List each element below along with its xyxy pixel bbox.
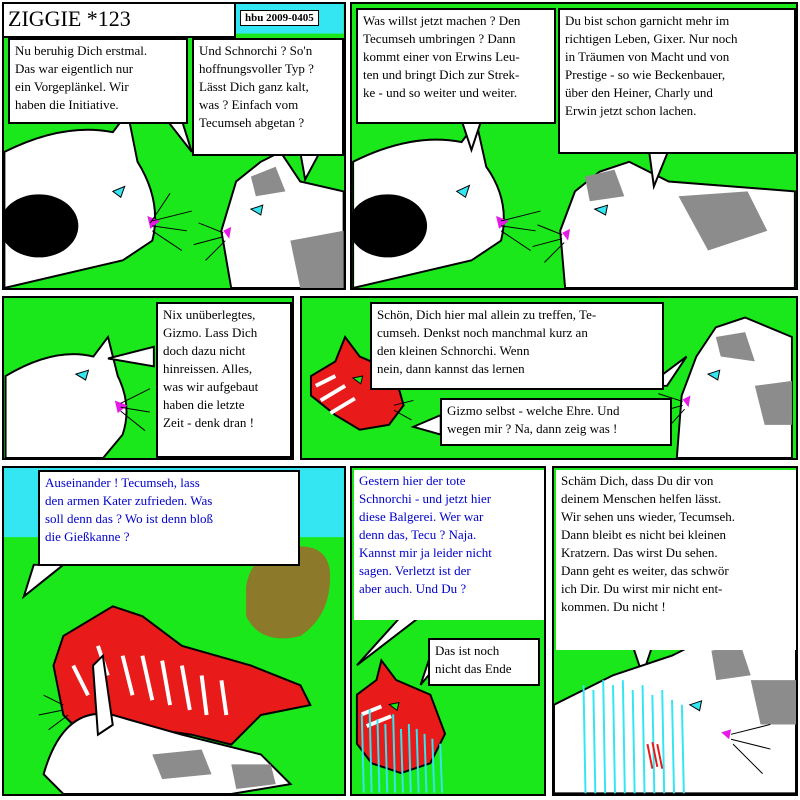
speech-bubble: Gestern hier der tote Schnorchi - und jetzt hier diese Balgerei. Wer war denn das, Tecu ? Naja. Kannst mir ja leider nicht sagen. Verletzt ist der aber auch. Und Du ? <box>354 470 546 620</box>
speech-bubble: Schäm Dich, dass Du dir von deinem Menschen helfen lässt. Wir sehen uns wieder, Tecumseh. Dann bleibt es nicht bei kleinen Kratzern. Das wirst Du sehen. Dann geht es weiter, das schwör ich Dir. Du wirst mir nicht ent- kommen. Du nicht ! <box>556 470 796 650</box>
speech-bubble: Das ist noch nicht das Ende <box>428 638 540 686</box>
speech-bubble: Und Schnorchi ? So'n hoffnungsvoller Typ ? Lässt Dich ganz kalt, was ? Einfach vom Tecumseh abgetan ? <box>192 38 344 156</box>
speech-bubble: Auseinander ! Tecumseh, lass den armen Kater zufrieden. Was soll denn das ? Wo ist denn bloß die Gießkanne ? <box>38 470 300 566</box>
comic-title: ZIGGIE *123 <box>8 6 131 31</box>
panel-1 <box>2 2 346 290</box>
panel-7 <box>552 466 798 796</box>
comic-credit: hbu 2009-0405 <box>240 10 319 26</box>
panel-4 <box>300 296 798 460</box>
speech-bubble: Was willst jetzt machen ? Den Tecumseh umbringen ? Dann kommt einer von Erwins Leu- ten und bringt Dich zur Strek- ke - und so weiter und weiter. <box>356 8 556 124</box>
speech-bubble: Nix unüberlegtes, Gizmo. Lass Dich doch dazu nicht hinreissen. Alles, was wir aufgebaut haben die letzte Zeit - denk dran ! <box>156 302 292 458</box>
speech-bubble: Gizmo selbst - welche Ehre. Und wegen mir ? Na, dann zeig was ! <box>440 398 672 446</box>
speech-bubble: Du bist schon garnicht mehr im richtigen Leben, Gixer. Nur noch in Träumen von Macht und von Prestige - so wie Beckenbauer, über den Heiner, Charly und Erwin jetzt schon lachen. <box>558 8 796 154</box>
panel-3 <box>2 296 294 460</box>
panel-5 <box>2 466 346 796</box>
speech-bubble: Nu beruhig Dich erstmal. Das war eigentlich nur ein Vorgeplänkel. Wir haben die Initiative. <box>8 38 188 124</box>
speech-bubble: Schön, Dich hier mal allein zu treffen, Te- cumseh. Denkst noch manchmal kurz an den kleinen Schnorchi. Wenn nein, dann kannst das lernen <box>370 302 664 390</box>
panel-6 <box>350 466 546 796</box>
panel-2 <box>350 2 798 290</box>
